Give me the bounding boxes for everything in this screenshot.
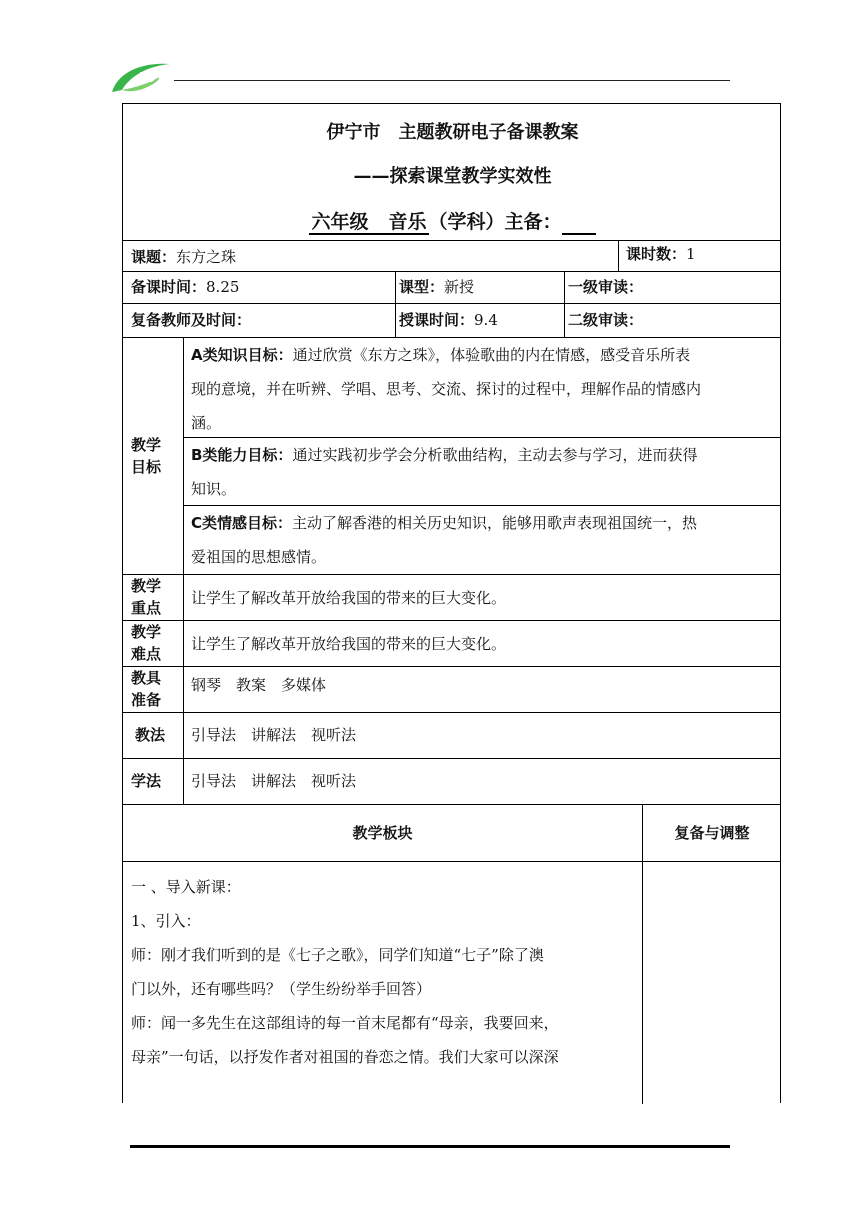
title-line-3 — [123, 207, 782, 235]
goals-label: 教学 目标 — [131, 436, 162, 476]
adjustment-header: 复备与调整 — [674, 824, 750, 842]
tools-text: 钢琴 教案 多媒体 — [191, 676, 327, 694]
type-value: 新授 — [444, 278, 475, 296]
title-line-2: ——探索课堂教学实效性 — [353, 166, 552, 187]
topic-value: 东方之珠 — [176, 248, 237, 266]
coprep-cell: 复备教师及时间： — [131, 311, 252, 329]
teaching-method-label: 教法 — [135, 726, 166, 744]
prep-time-cell: 备课时间：8.25 — [131, 278, 240, 296]
review2-cell: 二级审读： — [568, 311, 644, 329]
logo-icon — [108, 58, 174, 96]
hours-value: 1 — [686, 245, 696, 263]
hours-cell: 课时数：1 — [626, 245, 696, 263]
type-cell: 课型：新授 — [399, 278, 475, 296]
title-line-1: 伊宁市 主题教研电子备课教案 — [326, 122, 579, 143]
goal-a: A类知识目标：通过欣赏《东方之珠》，体验歌曲的内在情感，感受音乐所表 现的意境，并在听辨、学唱、思考、交流、探讨的过程中，理解作品的情感内 涵。 — [191, 346, 702, 432]
prep-time-value: 8.25 — [206, 278, 240, 296]
difficulties-text: 让学生了解改革开放给我国的带来的巨大变化。 — [191, 635, 507, 653]
review1-cell: 一级审读： — [568, 278, 644, 296]
teach-time-cell: 授课时间：9.4 — [399, 311, 498, 329]
teaching-method-text: 引导法 讲解法 视听法 — [191, 726, 357, 744]
tools-label: 教具 准备 — [131, 669, 162, 709]
teach-time-value: 9.4 — [474, 311, 498, 329]
subject-value: 音乐 — [370, 211, 428, 235]
difficulties-label: 教学 难点 — [131, 623, 162, 663]
learning-method-label: 学法 — [131, 772, 162, 790]
lesson-plan-table — [122, 103, 781, 1103]
header-rule — [174, 80, 730, 81]
teaching-board-header: 教学板块 — [352, 824, 413, 842]
key-points-text: 让学生了解改革开放给我国的带来的巨大变化。 — [191, 589, 507, 607]
goal-b: B类能力目标：通过实践初步学会分析歌曲结构，主动去参与学习，进而获得 知识。 — [191, 446, 698, 498]
subject-suffix: （学科）主备： — [428, 211, 562, 233]
main-prep-blank — [562, 213, 596, 235]
grade-value: 六年级 — [311, 211, 369, 233]
svg-text:LSY: LSY — [138, 71, 166, 86]
goal-c: C类情感目标：主动了解香港的相关历史知识，能够用歌声表现祖国统一，热 爱祖国的思想感情。 — [191, 514, 698, 566]
learning-method-text: 引导法 讲解法 视听法 — [191, 772, 357, 790]
topic-cell: 课题：东方之珠 — [131, 248, 237, 266]
key-points-label: 教学 重点 — [131, 577, 162, 617]
footer-rule — [130, 1145, 730, 1148]
lesson-body: 一 、导入新课： 1、引入： 师：刚才我们听到的是《七子之歌》，同学们知道“七子”除了澳 门以外，还有哪些吗？（学生纷纷举手回答） 师：闻一多先生在这部组诗的每一首末尾都有“母亲，我要回来， 母亲”一句话，以抒发作者对祖国的眷恋之情。我们大家可以深深 — [131, 878, 559, 1066]
